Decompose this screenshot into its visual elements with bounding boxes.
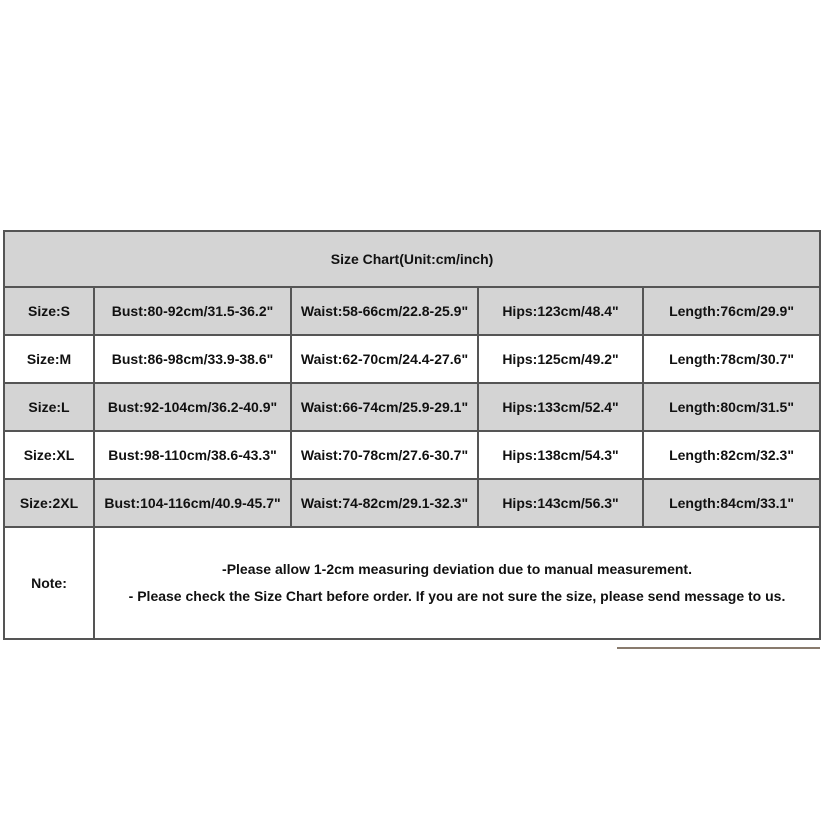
table-title: Size Chart(Unit:cm/inch) <box>4 231 820 287</box>
decorative-stripe <box>617 647 820 649</box>
size-chart-table <box>3 230 821 640</box>
waist-cell: Waist:70-78cm/27.6-30.7" <box>291 431 478 479</box>
table-row <box>4 335 820 383</box>
length-cell: Length:84cm/33.1" <box>643 479 820 527</box>
waist-cell: Waist:58-66cm/22.8-25.9" <box>291 287 478 335</box>
size-cell: Size:M <box>4 335 94 383</box>
size-cell: Size:2XL <box>4 479 94 527</box>
hips-cell: Hips:138cm/54.3" <box>478 431 643 479</box>
size-cell: Size:XL <box>4 431 94 479</box>
table-row <box>4 383 820 431</box>
bust-cell: Bust:86-98cm/33.9-38.6" <box>94 335 291 383</box>
note-line-deviation: -Please allow 1-2cm measuring deviation due to manual measurement. <box>222 561 692 577</box>
waist-cell: Waist:62-70cm/24.4-27.6" <box>291 335 478 383</box>
table-row <box>4 479 820 527</box>
note-content <box>94 527 820 639</box>
length-cell: Length:76cm/29.9" <box>643 287 820 335</box>
bust-cell: Bust:80-92cm/31.5-36.2" <box>94 287 291 335</box>
hips-cell: Hips:133cm/52.4" <box>478 383 643 431</box>
length-cell: Length:80cm/31.5" <box>643 383 820 431</box>
waist-cell: Waist:74-82cm/29.1-32.3" <box>291 479 478 527</box>
table-title-row <box>4 231 820 287</box>
length-cell: Length:78cm/30.7" <box>643 335 820 383</box>
hips-cell: Hips:143cm/56.3" <box>478 479 643 527</box>
note-row <box>4 527 820 639</box>
length-cell: Length:82cm/32.3" <box>643 431 820 479</box>
bust-cell: Bust:98-110cm/38.6-43.3" <box>94 431 291 479</box>
note-label: Note: <box>4 527 94 639</box>
waist-cell: Waist:66-74cm/25.9-29.1" <box>291 383 478 431</box>
size-cell: Size:S <box>4 287 94 335</box>
bust-cell: Bust:104-116cm/40.9-45.7" <box>94 479 291 527</box>
size-cell: Size:L <box>4 383 94 431</box>
table-row <box>4 431 820 479</box>
bust-cell: Bust:92-104cm/36.2-40.9" <box>94 383 291 431</box>
note-line-check-size: - Please check the Size Chart before order. If you are not sure the size, please send message to us. <box>128 588 786 604</box>
hips-cell: Hips:123cm/48.4" <box>478 287 643 335</box>
hips-cell: Hips:125cm/49.2" <box>478 335 643 383</box>
table-row <box>4 287 820 335</box>
